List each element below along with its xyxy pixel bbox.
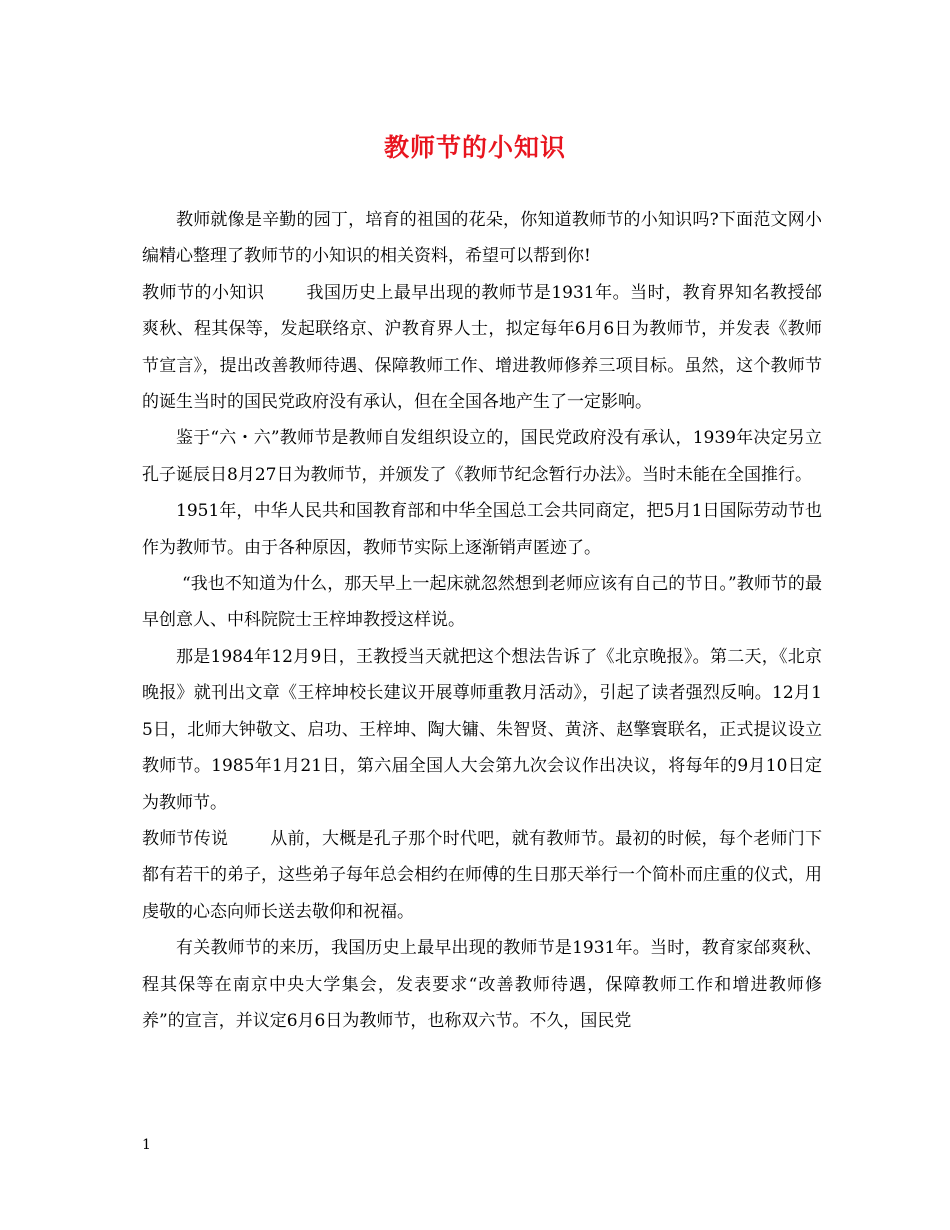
paragraph-text: 教师就像是辛勤的园丁，培育的祖国的花朵，你知道教师节的小知识吗?下面范文网小编精心整理了教师节的小知识的相关资料，希望可以帮到你! bbox=[142, 210, 822, 267]
paragraph-text: 从前，大概是孔子那个时代吧，就有教师节。最初的时候，每个老师门下都有若干的弟子，这些弟子每年总会相约在师傅的生日那天举行一个简朴而庄重的仪式，用虔敬的心态向师长送去敬仰和祝福。 bbox=[142, 828, 822, 922]
quote-paragraph bbox=[142, 566, 822, 639]
paragraph-text: 我国历史上最早出现的教师节是1931年。当时，教育界知名教授邰爽秋、程其保等，发起联络京、沪教育界人士，拟定每年6月6日为教师节，并发表《教师节宣言》，提出改善教师待遇、保障教师工作、增进教师修养三项目标。虽然，这个教师节的诞生当时的国民党政府没有承认，但在全国各地产生了一定影响。 bbox=[142, 282, 823, 413]
paragraph-text: “我也不知道为什么，那天早上一起床就忽然想到老师应该有自己的节日。”教师节的最早创意人、中科院院士王梓坤教授这样说。 bbox=[142, 574, 822, 631]
paragraph-text: 鉴于“六・六”教师节是教师自发组织设立的，国民党政府没有承认，1939年决定另立孔子诞辰日8月27日为教师节，并颁发了《教师节纪念暂行办法》。当时未能在全国推行。 bbox=[142, 428, 822, 485]
paragraph-text: 有关教师节的来历，我国历史上最早出现的教师节是1931年。当时，教育家邰爽秋、程其保等在南京中央大学集会，发表要求“改善教师待遇，保障教师工作和增进教师修养”的宣言，并议定6月6日为教师节，也称双六节。不久，国民党 bbox=[142, 938, 822, 1031]
body-paragraph bbox=[142, 493, 822, 566]
section-paragraph-knowledge bbox=[142, 275, 822, 421]
document-title: 教师节的小知识 bbox=[383, 133, 566, 162]
section-heading: 教师节的小知识 bbox=[142, 282, 265, 303]
body-paragraph bbox=[142, 420, 822, 493]
intro-paragraph bbox=[142, 202, 822, 275]
body-paragraph bbox=[142, 639, 822, 821]
page-number: 1 bbox=[142, 1137, 151, 1153]
paragraph-text: 1951年，中华人民共和国教育部和中华全国总工会共同商定，把5月1日国际劳动节也作为教师节。由于各种原因，教师节实际上逐渐销声匿迹了。 bbox=[142, 501, 822, 558]
section-paragraph-legend bbox=[142, 821, 822, 930]
section-heading: 教师节传说 bbox=[142, 828, 229, 849]
paragraph-text: 那是1984年12月9日，王教授当天就把这个想法告诉了《北京晚报》。第二天，《北京晚报》就刊出文章《王梓坤校长建议开展尊师重教月活动》，引起了读者强烈反响。12月15日，北师大钟敬文、启功、王梓坤、陶大镛、朱智贤、黄济、赵擎寰联名，正式提议设立教师节。1985年1月21日，第六届全国人大会第九次会议作出决议，将每年的9月10日定为教师节。 bbox=[142, 646, 822, 813]
body-paragraph bbox=[142, 930, 822, 1039]
document-body bbox=[142, 202, 822, 1039]
